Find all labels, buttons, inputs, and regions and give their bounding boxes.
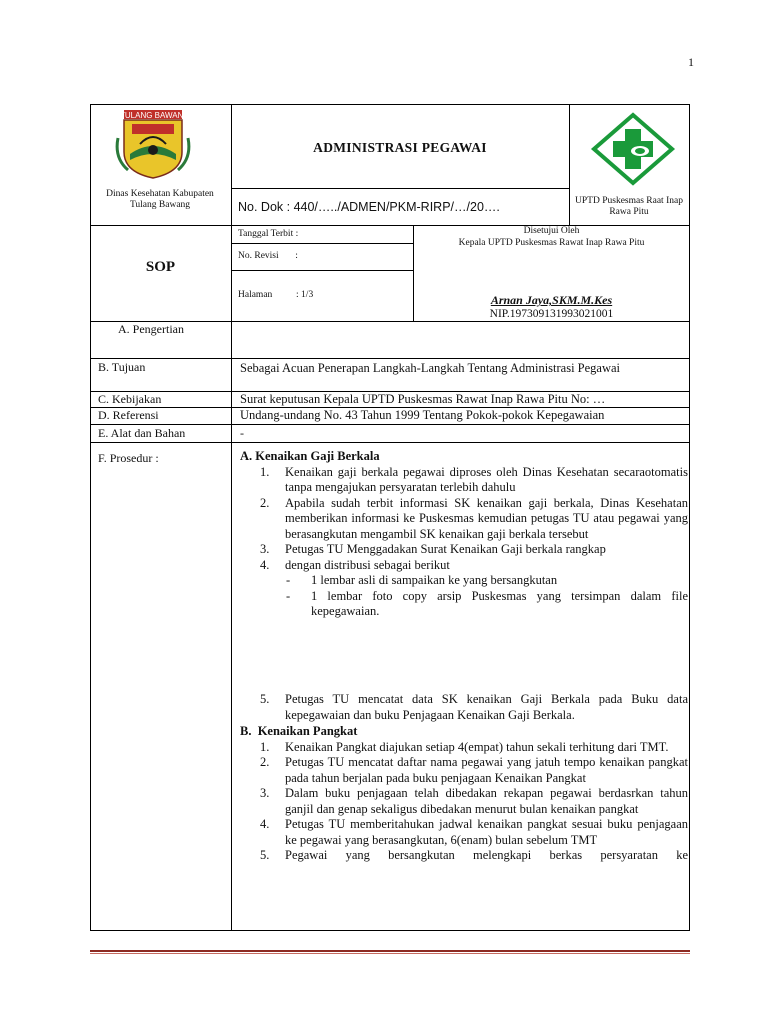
row-kebijakan-label: C. Kebijakan — [98, 392, 162, 406]
approved-by-label: Disetujui Oleh — [523, 226, 580, 236]
row-kebijakan-value: Surat keputusan Kepala UPTD Puskesmas Rawat Inap Rawa Pitu No: … — [240, 392, 606, 406]
row-pengertian-label: A. Pengertian — [118, 322, 184, 336]
head-title: Kepala UPTD Puskesmas Rawat Inap Rawa Pitu — [458, 238, 645, 248]
list-item: 2. Apabila sudah terbit informasi SK kenaikan gaji berkala, Dinas Kesehatan memberikan informasi ke Puskesmas kemudian petugas TU atau pegawai yang berasangkutan mengambil SK kenaikan gaji berkala tersebut — [260, 495, 688, 541]
row-prosedur-label: F. Prosedur : — [98, 451, 159, 465]
procedure-section-b — [240, 724, 688, 864]
row-alat-value: - — [240, 426, 244, 440]
footer-rule-thin — [90, 953, 690, 954]
row-tujuan-value: Sebagai Acuan Penerapan Langkah-Langkah Tentang Administrasi Pegawai — [240, 361, 621, 375]
list-item: 3. Dalam buku penjagaan telah dibedakan rekapan pegawai berdasrkan tahun ganjil dan genap sekaligus dibedakan menurut bulan kenaikan pangkat — [260, 786, 688, 816]
page-title: ADMINISTRASI PEGAWAI — [313, 140, 487, 155]
sub-list-item: - 1 lembar asli di sampaikan ke yang bersangkutan — [286, 573, 558, 587]
list-item: 5. Pegawai yang bersangkutan melengkapi berkas persyaratan ke — [260, 848, 688, 862]
footer-rule — [90, 950, 690, 952]
list-item: 5. Petugas TU mencatat data SK kenaikan Gaji Berkala pada Buku data kepegawaian dan buku Penjagaan Kenaikan Gaji Berkala. — [260, 692, 688, 722]
procedure-section-a-item5 — [240, 692, 688, 723]
agency-name: Dinas Kesehatan Kabupaten Tulang Bawang — [106, 189, 214, 210]
row-referensi-value: Undang-undang No. 43 Tahun 1999 Tentang Pokok-pokok Kepegawaian — [240, 408, 605, 422]
list-item: 2. Petugas TU mencatat daftar nama pegawai yang jatuh tempo kenaikan pangkat pada tahun berjalan pada buku penjagaan Kenaikan Pangkat — [260, 755, 688, 785]
revision-label: No. Revisi : — [238, 251, 298, 261]
puskesmas-logo — [588, 111, 678, 187]
issue-date-label: Tanggal Terbit : — [238, 229, 299, 239]
sub-list-item: - 1 lembar foto copy arsip Puskesmas yang tersimpan dalam file kepegawaian. — [286, 588, 688, 618]
sop-label: SOP — [145, 259, 176, 275]
list-item: 3. Petugas TU Menggadakan Surat Kenaikan Gaji berkala rangkap — [260, 542, 606, 556]
row-referensi-label: D. Referensi — [98, 408, 159, 422]
section-b-title: B. Kenaikan Pangkat — [240, 724, 358, 738]
health-cross-icon — [588, 111, 678, 187]
logo-banner: TULANG BAWANG — [120, 111, 190, 120]
list-item: 4. Petugas TU memberitahukan jadwal kenaikan pangkat sesuai buku penjagaan ke pegawai yang berasangkutan, 6(enam) bulan sebelum TMT — [260, 817, 688, 847]
facility-name: UPTD Puskesmas Raat Inap Rawa Pitu — [575, 196, 683, 217]
list-item: 1. Kenaikan Pangkat diajukan setiap 4(empat) tahun sekali terhitung dari TMT. — [260, 739, 669, 754]
signer-nip: NIP.197309131993021001 — [489, 308, 614, 320]
list-item: 1. Kenaikan gaji berkala pegawai diproses oleh Dinas Kesehatan secaraotomatis tanpa mengajukan persyaratan terlebih dahulu — [260, 464, 688, 494]
signer-name: Arnan Jaya,SKM.M.Kes — [490, 293, 613, 307]
procedure-section-a — [240, 449, 688, 620]
list-item: 4. dengan distribusi sebagai berikut — [260, 557, 450, 572]
page-number: 1 — [688, 55, 694, 69]
row-tujuan-label: B. Tujuan — [98, 360, 146, 374]
page-count-label: Halaman : 1/3 — [238, 290, 314, 300]
document-number: No. Dok : 440/…../ADMEN/PKM-RIRP/…/20…. — [238, 200, 500, 214]
section-a-title: A. Kenaikan Gaji Berkala — [240, 449, 380, 463]
row-alat-label: E. Alat dan Bahan — [98, 426, 186, 440]
